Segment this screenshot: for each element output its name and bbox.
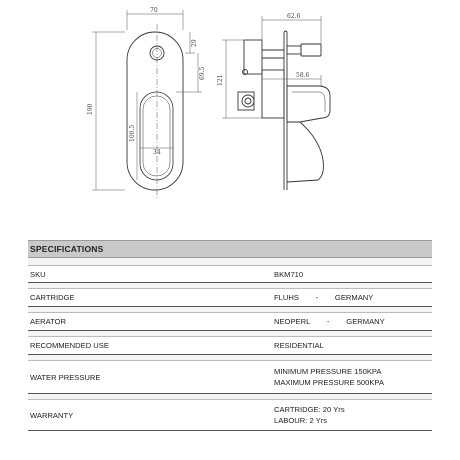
spec-label: WATER PRESSURE: [30, 372, 101, 382]
spec-value: [274, 293, 373, 302]
spec-value-line: CARTRIDGE: 20 Yrs: [274, 404, 345, 414]
handle-inner-outline: [143, 96, 170, 176]
front-view: [127, 32, 183, 190]
specifications-title: SPECIFICATIONS: [30, 244, 104, 254]
specifications-table: [28, 240, 432, 431]
spec-row-aerator: [28, 313, 432, 331]
dim-top-offset: 29: [191, 39, 198, 47]
dim-width-top: 70: [150, 7, 158, 14]
spec-value-part: GERMANY: [346, 317, 385, 326]
valve-body: [262, 70, 284, 118]
dim-height-total: 190: [87, 103, 94, 115]
spec-separator: -: [315, 293, 319, 302]
dim-side-top: 62.6: [287, 13, 301, 20]
spec-row-recommended-use: [28, 337, 432, 355]
dim-small: 34: [153, 149, 161, 156]
spec-value-part: GERMANY: [334, 293, 374, 302]
spec-value: [274, 317, 385, 326]
spec-value-part: FLUHS: [274, 293, 299, 302]
lever-handle: [287, 86, 330, 122]
front-dimension-lines: [92, 10, 202, 198]
spec-label: WARRANTY: [30, 410, 74, 420]
spec-label: CARTRIDGE: [30, 293, 75, 302]
spec-row-cartridge: [28, 289, 432, 307]
spec-label: RECOMMENDED USE: [30, 341, 109, 350]
dim-height-inner: 69.5: [199, 66, 206, 80]
dim-height-left: 100.5: [129, 124, 136, 142]
cover-plate-outline: [127, 32, 183, 190]
spec-value-line: MINIMUM PRESSURE 150KPA: [274, 366, 382, 376]
spec-label: AERATOR: [30, 317, 67, 326]
specifications-header: [28, 240, 432, 258]
side-view: [238, 31, 330, 190]
spec-value-line: LABOUR: 2 Yrs: [274, 416, 328, 425]
dim-side-mid: 58.6: [296, 72, 310, 79]
spec-separator: -: [327, 317, 330, 326]
spec-row-sku: [28, 266, 432, 283]
dim-side-height: 121: [217, 74, 224, 86]
spec-value: [274, 366, 384, 389]
handle-slot-outline: [140, 92, 173, 180]
spec-value: BKM710: [274, 269, 304, 279]
spec-row-water-pressure: [28, 361, 432, 394]
spec-value: RESIDENTIAL: [274, 341, 324, 350]
spec-label: SKU: [30, 269, 46, 279]
side-dimension-lines: [222, 16, 321, 118]
spec-value: [274, 404, 345, 427]
spec-value-line: MAXIMUM PRESSURE 500KPA: [274, 378, 384, 387]
spec-value-part: NEOPERL: [274, 317, 311, 326]
spec-row-warranty: [28, 400, 432, 431]
